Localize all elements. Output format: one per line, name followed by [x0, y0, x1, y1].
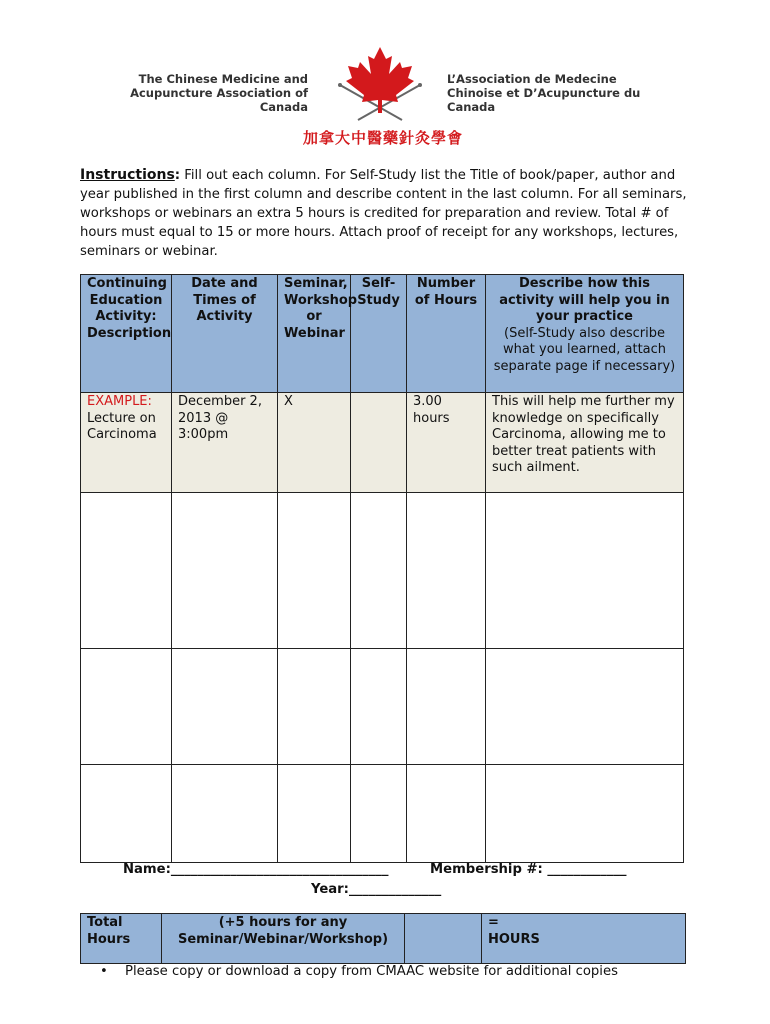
- total-hours-result: [482, 914, 686, 964]
- hours-label: HOURS: [488, 931, 540, 947]
- entry-date-cell[interactable]: [172, 765, 278, 863]
- example-label: EXAMPLE:: [87, 394, 152, 409]
- org-name-english-line1: The Chinese Medicine and: [138, 72, 308, 86]
- entry-seminar-cell[interactable]: [278, 649, 351, 765]
- table-row: [81, 493, 684, 649]
- entry-benefit-cell[interactable]: [486, 649, 684, 765]
- header-self-study: Self-Study: [351, 275, 407, 393]
- org-name-chinese: 加拿大中醫藥針灸學會: [302, 129, 463, 147]
- entry-benefit-cell[interactable]: [486, 493, 684, 649]
- instructions-heading: Instructions: [80, 167, 175, 183]
- name-field[interactable]: Name:_________________________________: [123, 862, 389, 877]
- example-date-cell: December 2, 2013 @ 3:00pm: [172, 393, 278, 493]
- header-number-of-hours: Number of Hours: [407, 275, 486, 393]
- entry-self-study-cell[interactable]: [351, 765, 407, 863]
- table-row-example: [81, 393, 684, 493]
- org-name-french-line2: Chinoise et D’Acupuncture du Canada: [447, 86, 641, 114]
- total-hours-table: [80, 913, 686, 964]
- example-self-study-cell: [351, 393, 407, 493]
- table-row: [81, 649, 684, 765]
- entry-hours-cell[interactable]: [407, 765, 486, 863]
- entry-date-cell[interactable]: [172, 493, 278, 649]
- org-name-french: [447, 72, 687, 114]
- org-name-english-line2: Acupuncture Association of Canada: [130, 86, 308, 114]
- example-benefit-cell: This will help me further my knowledge on specifically Carcinoma, allowing me to better treat patients with such ailment.: [486, 393, 684, 493]
- maple-leaf-logo-icon: [330, 45, 430, 125]
- equals-sign: =: [488, 915, 499, 930]
- header-seminar-workshop-webinar: Seminar, Workshop or Webinar: [278, 275, 351, 393]
- entry-seminar-cell[interactable]: [278, 493, 351, 649]
- entry-date-cell[interactable]: [172, 649, 278, 765]
- entry-self-study-cell[interactable]: [351, 493, 407, 649]
- activity-log-table: [80, 274, 684, 863]
- copies-note-text: Please copy or download a copy from CMAAC website for additional copies: [125, 964, 618, 979]
- total-hours-label: Total Hours: [81, 914, 162, 964]
- example-description-cell: [81, 393, 172, 493]
- example-description: Lecture on Carcinoma: [87, 410, 157, 442]
- instructions-colon: :: [174, 168, 181, 183]
- example-hours-cell: 3.00 hours: [407, 393, 486, 493]
- table-row: [81, 765, 684, 863]
- entry-description-cell[interactable]: [81, 649, 172, 765]
- instructions-text: Fill out each column. For Self-Study list the Title of book/paper, author and year published in the first column and describe content in the last column. For all seminars, workshops or webinars an extra 5 hours is credited for preparation and review. Total # of hours must equal to 15 or more hours. Attach proof of receipt for any workshops, lectures, seminars or webinar.: [80, 168, 687, 259]
- entry-seminar-cell[interactable]: [278, 765, 351, 863]
- bullet-icon: •: [100, 964, 108, 979]
- header-practice-benefit-note: (Self-Study also describe what you learned, attach separate page if necessary): [493, 325, 676, 374]
- entry-description-cell[interactable]: [81, 765, 172, 863]
- org-name-french-line1: L’Association de Medecine: [447, 72, 617, 86]
- entry-self-study-cell[interactable]: [351, 649, 407, 765]
- org-name-english: [108, 72, 308, 114]
- total-hours-row: [81, 914, 686, 964]
- instructions-paragraph: [80, 166, 695, 261]
- year-field[interactable]: Year:______________: [311, 882, 442, 897]
- entry-description-cell[interactable]: [81, 493, 172, 649]
- entry-benefit-cell[interactable]: [486, 765, 684, 863]
- membership-number-field[interactable]: Membership #: ____________: [430, 862, 627, 877]
- header-activity-description: Continuing Education Activity: Description: [81, 275, 172, 393]
- table-header-row: [81, 275, 684, 393]
- header-date-times: Date and Times of Activity: [172, 275, 278, 393]
- entry-hours-cell[interactable]: [407, 649, 486, 765]
- total-hours-input[interactable]: [405, 914, 482, 964]
- header-practice-benefit: [486, 275, 684, 393]
- entry-hours-cell[interactable]: [407, 493, 486, 649]
- header-practice-benefit-title: Describe how this activity will help you in your practice: [499, 276, 670, 324]
- copies-note: [100, 964, 618, 979]
- extra-hours-note: (+5 hours for any Seminar/Webinar/Workshop): [162, 914, 405, 964]
- example-seminar-cell: X: [278, 393, 351, 493]
